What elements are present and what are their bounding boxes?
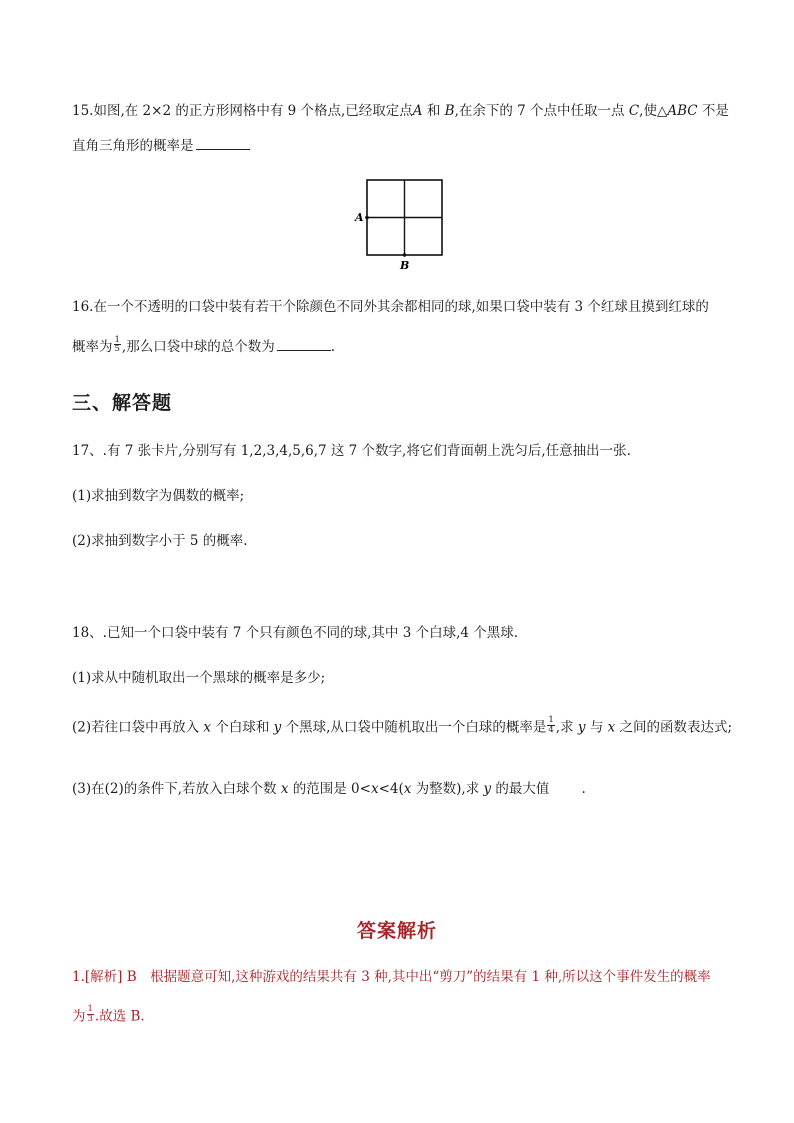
fraction: $\frac{1}{3}$	[87, 1004, 93, 1024]
q17-part-2: (2)求抽到数字小于 5 的概率.	[72, 533, 248, 549]
q17-part-1: (1)求抽到数字为偶数的概率;	[72, 488, 245, 504]
answer-1-line-2: 为 $\frac{1}{3}$ .故选 B.	[72, 1004, 145, 1025]
q18-part-3: (3)在(2)的条件下,若放入白球个数 x 的范围是 0<x<4(x 为整数),求 y 的最大值 .	[72, 781, 586, 797]
q16-line-1: 16.在一个不透明的口袋中装有若干个除颜色不同外其余都相同的球,如果口袋中装有 3 个红球且摸到红球的	[72, 299, 709, 315]
q18-intro: 18、.已知一个口袋中装有 7 个只有颜色不同的球,其中 3 个白球,4 个黑球.	[72, 625, 519, 641]
fraction: $\frac{1}{5}$	[114, 334, 120, 354]
answers-title: 答案解析	[356, 920, 437, 942]
q15-line-2: 直角三角形的概率是	[72, 137, 250, 154]
fraction: $\frac{1}{4}$	[548, 715, 554, 735]
q16-line-2: 概率为 $\frac{1}{5}$ ,那么口袋中球的总个数为 .	[72, 334, 336, 355]
answer-blank	[277, 338, 331, 351]
q18-part-2: (2)若往口袋中再放入 x 个白球和 y 个黑球,从口袋中随机取出一个白球的概率是 $\frac{1}{4}$ ,求 y 与 x 之间的函数表达式;	[72, 715, 733, 736]
point-A	[365, 216, 369, 220]
answer-blank	[196, 137, 250, 150]
section-title: 三、解答题	[72, 392, 173, 414]
label-A: A	[355, 211, 364, 224]
q17-intro: 17、.有 7 张卡片,分别写有 1,2,3,4,5,6,7 这 7 个数字,将它们背面朝上洗匀后,任意抽出一张.	[72, 443, 631, 459]
point-B	[403, 253, 407, 257]
label-B: B	[400, 259, 410, 272]
grid-figure	[350, 172, 450, 276]
answer-1-line-1: 1.[解析] B 根据题意可知,这种游戏的结果共有 3 种,其中出“剪刀”的结果有 1 种,所以这个事件发生的概率	[72, 969, 711, 985]
q18-part-1: (1)求从中随机取出一个黑球的概率是多少;	[72, 670, 326, 686]
q15-line-1: 15.如图,在 2×2 的正方形网格中有 9 个格点,已经取定点A 和 B,在余下的 7 个点中任取一点 C,使△ABC 不是	[72, 103, 729, 119]
